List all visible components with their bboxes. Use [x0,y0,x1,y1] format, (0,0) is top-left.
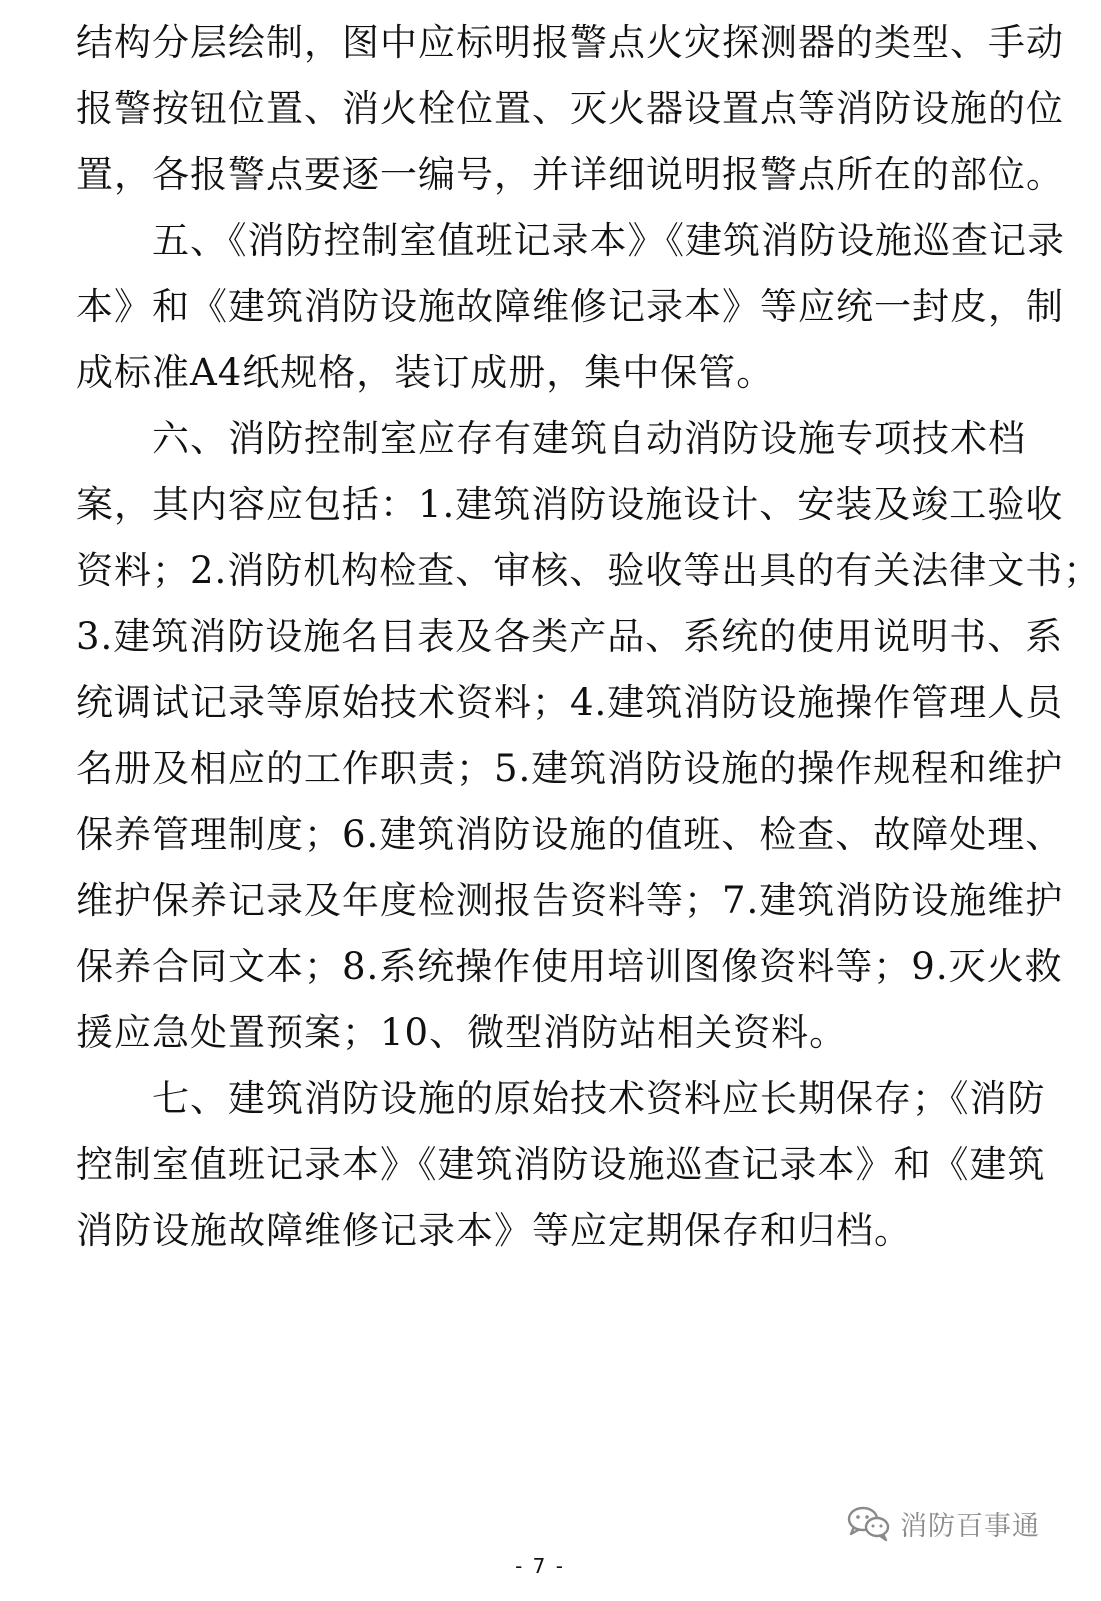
text-line: 消防设施故障维修记录本》等应定期保存和归档。 [76,1209,912,1252]
account-watermark [846,1500,1040,1546]
text-line: 成标准A4纸规格，装订成册，集中保管。 [76,351,775,394]
text-line: 六、消防控制室应存有建筑自动消防设施专项技术档 [76,417,1026,460]
text-line: 3.建筑消防设施名目表及各类产品、系统的使用说明书、系 [76,615,1064,658]
text-line: 控制室值班记录本》《建筑消防设施巡查记录本》和《建筑 [76,1143,1046,1186]
text-line: 保养合同文本；8.系统操作使用培训图像资料等；9.灭火救 [76,945,1063,988]
text-line: 资料；2.消防机构检查、审核、验收等出具的有关法律文书； [76,549,1101,592]
text-line: 名册及相应的工作职责；5.建筑消防设施的操作规程和维护 [76,747,1064,790]
text-line: 置，各报警点要逐一编号，并详细说明报警点所在的部位。 [76,153,1064,196]
text-line: 五、《消防控制室值班记录本》《建筑消防设施巡查记录 [76,219,1065,262]
text-line: 援应急处置预案；10、微型消防站相关资料。 [76,1011,848,1054]
text-line: 案，其内容应包括：1.建筑消防设施设计、安装及竣工验收 [76,483,1064,526]
text-line: 报警按钮位置、消火栓位置、灭火器设置点等消防设施的位 [76,87,1064,130]
document-body [76,10,1101,1264]
page-number: - 7 - [515,1554,565,1578]
text-line: 保养管理制度；6.建筑消防设施的值班、检查、故障处理、 [76,813,1064,856]
watermark-text: 消防百事通 [900,1510,1040,1542]
text-line: 本》和《建筑消防设施故障维修记录本》等应统一封皮，制 [76,285,1064,328]
text-line: 统调试记录等原始技术资料；4.建筑消防设施操作管理人员 [76,681,1064,724]
text-line: 维护保养记录及年度检测报告资料等；7.建筑消防设施维护 [76,879,1064,922]
text-line: 结构分层绘制，图中应标明报警点火灾探测器的类型、手动 [76,21,1064,64]
text-line: 七、建筑消防设施的原始技术资料应长期保存；《消防 [76,1077,1046,1120]
chat-bubbles-icon [846,1504,890,1542]
